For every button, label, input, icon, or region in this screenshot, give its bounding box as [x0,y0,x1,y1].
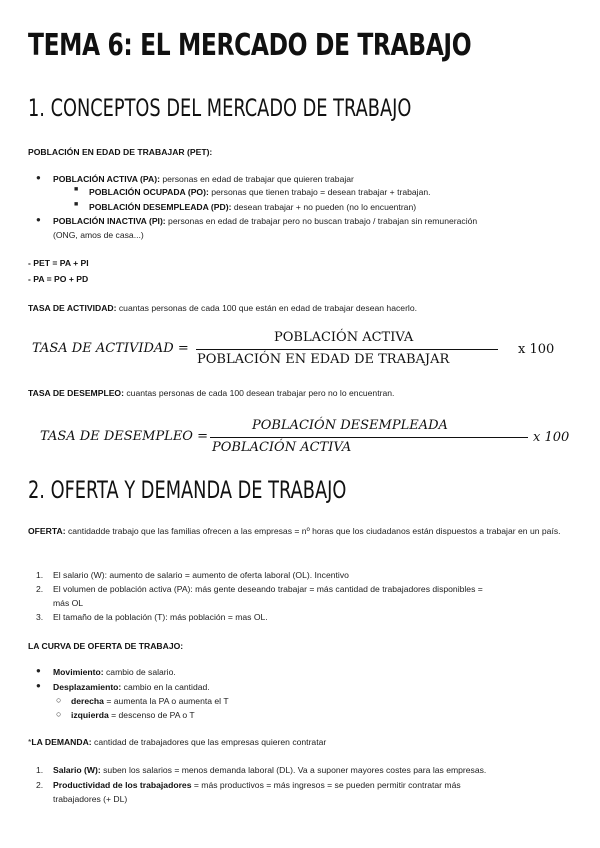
tasa-actividad-definition: TASA DE ACTIVIDAD: cuantas personas de cada 100 que están en edad de trabajar desean hacerlo. [28,303,418,313]
movimiento-item: Movimiento: cambio de salario. [53,667,176,677]
oferta-factor-volumen-cont: más OL [53,598,84,608]
bullet-icon: ● [36,173,41,182]
oferta-factor-salario: El salario (W): aumento de salario = aumento de oferta laboral (OL). Incentivo [53,570,349,580]
tasa-actividad-denominator: POBLACIÓN EN EDAD DE TRABAJAR [197,352,450,367]
tasa-actividad-multiplier: x 100 [518,342,555,357]
list-number: 1. [36,570,44,580]
desplazamiento-izquierda: izquierda = descenso de PA o T [71,710,195,720]
tasa-actividad-formula-left: TASA DE ACTIVIDAD = [32,341,189,356]
tasa-desempleo-multiplier: x 100 [533,430,570,445]
demanda-factor-productividad-cont: trabajadores (+ DL) [53,794,128,804]
bullet-icon: ● [36,681,41,690]
list-item-pi: POBLACIÓN INACTIVA (PI): personas en edad de trabajar pero no buscan trabajo / trabajan sin remuneración [53,216,478,226]
list-item-pi-cont: (ONG, amos de casa...) [53,230,144,240]
equation-pa: - PA = PO + PD [28,274,89,284]
square-bullet-icon: ■ [74,201,79,208]
list-number: 2. [36,780,44,790]
pet-heading: POBLACIÓN EN EDAD DE TRABAJAR (PET): [28,147,213,157]
list-item-pa: POBLACIÓN ACTIVA (PA): personas en edad de trabajar que quieren trabajar [53,174,354,184]
demanda-definition: *LA DEMANDA: cantidad de trabajadores que las empresas quieren contratar [28,737,327,747]
circle-bullet-icon: ○ [56,695,62,705]
demanda-factor-productividad: Productividad de los trabajadores = más productivos = más ingresos = se pueden permitir contratar más [53,780,461,790]
section-1-heading: 1. CONCEPTOS DEL MERCADO DE TRABAJO [28,94,412,122]
fraction-line [196,349,498,350]
desplazamiento-item: Desplazamiento: cambio en la cantidad. [53,682,210,692]
list-number: 1. [36,765,44,775]
tasa-actividad-numerator: POBLACIÓN ACTIVA [274,330,414,345]
curva-oferta-heading: LA CURVA DE OFERTA DE TRABAJO: [28,641,184,651]
section-2-heading: 2. OFERTA Y DEMANDA DE TRABAJO [28,476,347,504]
square-bullet-icon: ■ [74,186,79,193]
list-item-po: POBLACIÓN OCUPADA (PO): personas que tienen trabajo = desean trabajar + trabajan. [89,187,431,197]
fraction-line [210,437,528,438]
equation-pet: - PET = PA + PI [28,258,89,268]
page-title: TEMA 6: EL MERCADO DE TRABAJO [28,28,472,63]
bullet-icon: ● [36,666,41,675]
oferta-factor-tamano: El tamaño de la población (T): más población = mas OL. [53,612,268,622]
oferta-definition: OFERTA: cantidadde trabajo que las familias ofrecen a las empresas = nº horas que los ciudadanos están dispuestos a trabajar en un país. [28,526,561,536]
desplazamiento-derecha: derecha = aumenta la PA o aumenta el T [71,696,229,706]
bullet-icon: ● [36,215,41,224]
demanda-factor-salario: Salario (W): suben los salarios = menos demanda laboral (DL). Va a suponer mayores costes para las empresas. [53,765,487,775]
tasa-desempleo-denominator: POBLACIÓN ACTIVA [212,440,352,455]
oferta-factor-volumen: El volumen de población activa (PA): más gente deseando trabajar = más cantidad de trabajadores disponibles = [53,584,483,594]
list-item-pd: POBLACIÓN DESEMPLEADA (PD): desean trabajar + no pueden (no lo encuentran) [89,202,417,212]
circle-bullet-icon: ○ [56,709,62,719]
tasa-desempleo-formula-left: TASA DE DESEMPLEO = [40,429,208,444]
tasa-desempleo-numerator: POBLACIÓN DESEMPLEADA [252,418,448,433]
list-number: 3. [36,612,44,622]
list-number: 2. [36,584,44,594]
tasa-desempleo-definition: TASA DE DESEMPLEO: cuantas personas de cada 100 desean trabajar pero no lo encuentran. [28,388,395,398]
